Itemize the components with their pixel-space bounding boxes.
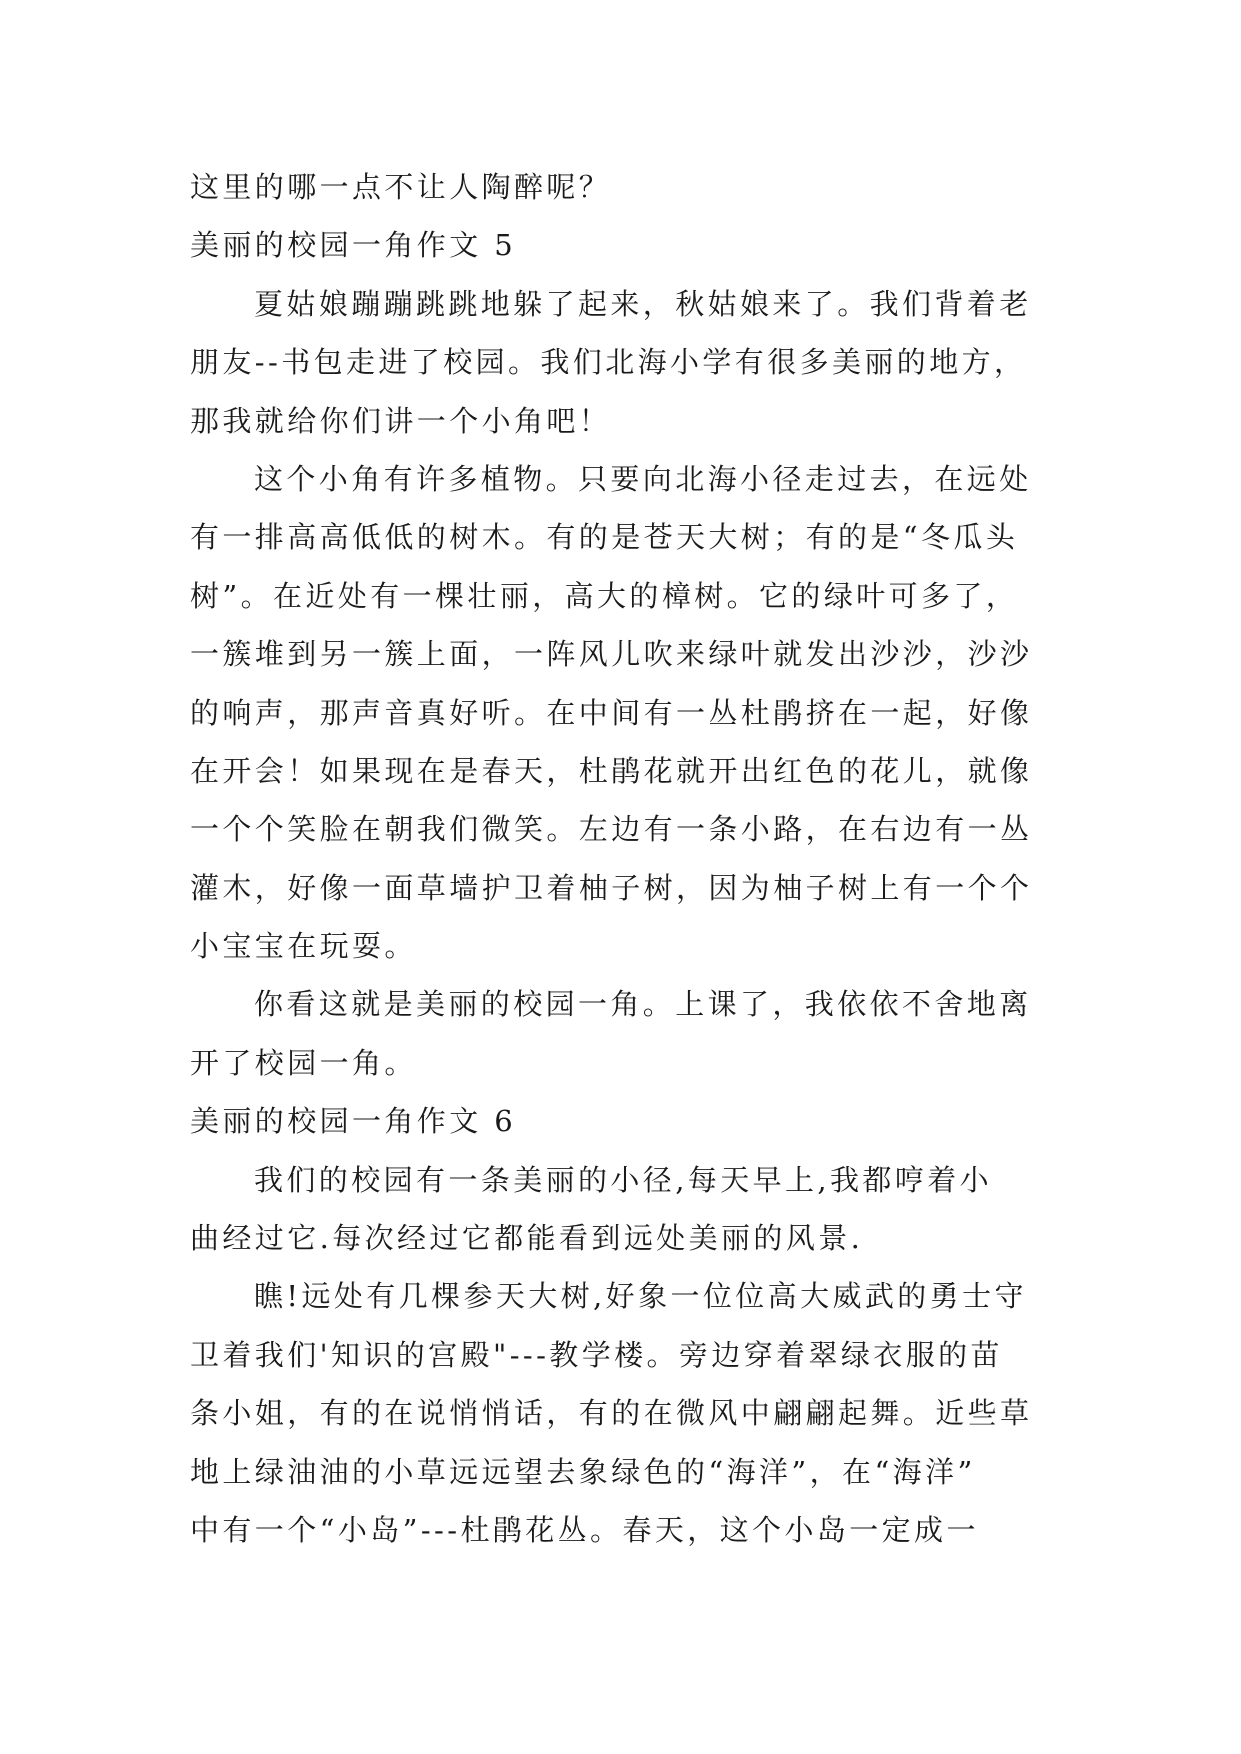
section-heading: 美丽的校园一角作文 6: [190, 1104, 517, 1139]
text-line: 开了校园一角。: [190, 1045, 417, 1080]
text-line: 树”。在近处有一棵壮丽，高大的樟树。它的绿叶可多了，: [190, 578, 1019, 613]
text-line: 的响声，那声音真好听。在中间有一丛杜鹃挤在一起，好像: [190, 695, 1033, 730]
text-line: 你看这就是美丽的校园一角。上课了，我依依不舍地离: [254, 987, 1032, 1022]
document-page: [190, 158, 1066, 1559]
text-line: 瞧!远处有几棵参天大树,好象一位位高大威武的勇士守: [254, 1279, 1027, 1314]
text-line: 这个小角有许多植物。只要向北海小径走过去，在远处: [254, 461, 1032, 496]
text-line: 中有一个“小岛”---杜鹃花丛。春天，这个小岛一定成一: [190, 1512, 979, 1547]
text-line: 曲经过它.每次经过它都能看到远处美丽的风景.: [190, 1221, 864, 1256]
text-line: 有一排高高低低的树木。有的是苍天大树；有的是“冬瓜头: [190, 520, 1019, 555]
text-line: 夏姑娘蹦蹦跳跳地躲了起来，秋姑娘来了。我们背着老: [254, 286, 1032, 321]
text-line: 我们的校园有一条美丽的小径,每天早上,我都哼着小: [254, 1162, 993, 1197]
text-line: 这里的哪一点不让人陶醉呢？: [190, 170, 612, 204]
text-line: 在开会！如果现在是春天，杜鹃花就开出红色的花儿，就像: [190, 753, 1033, 788]
text-line: 小宝宝在玩耍。: [190, 929, 417, 964]
text-line: 灌木，好像一面草墙护卫着柚子树，因为柚子树上有一个个: [190, 870, 1033, 905]
text-line: 一个个笑脸在朝我们微笑。左边有一条小路，在右边有一丛: [190, 812, 1033, 847]
text-line: 朋友--书包走进了校园。我们北海小学有很多美丽的地方，: [190, 345, 1027, 380]
text-line: 地上绿油油的小草远远望去象绿色的“海洋”，在“海洋”: [190, 1454, 976, 1489]
text-line: 条小姐，有的在说悄悄话，有的在微风中翩翩起舞。近些草: [190, 1396, 1033, 1431]
text-line: 卫着我们'知识的宫殿"---教学楼。旁边穿着翠绿衣服的苗: [190, 1337, 1003, 1372]
section-heading: 美丽的校园一角作文 5: [190, 228, 517, 263]
text-line: 一簇堆到另一簇上面，一阵风儿吹来绿叶就发出沙沙，沙沙: [190, 637, 1033, 672]
text-line: 那我就给你们讲一个小角吧！: [190, 403, 612, 438]
